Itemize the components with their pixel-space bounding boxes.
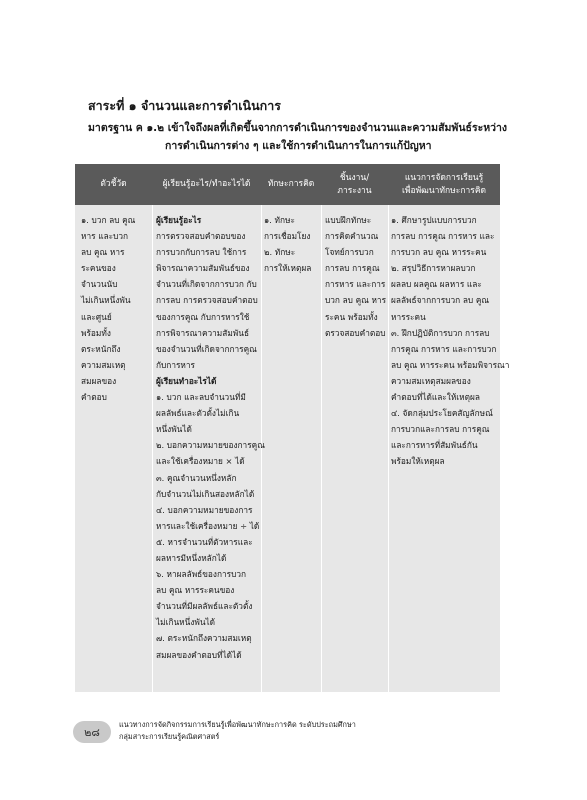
cell-line: บวก ลบ คูณ หาร [325,295,387,306]
cell-line: แบบฝึกทักษะ [325,215,372,225]
cell-line: ๑. ทักษะ [264,215,295,225]
header-task [321,164,388,205]
cell-line: การลบ การตรวจสอบคำตอบ [156,295,258,306]
cell-line: คำตอบ [81,392,107,403]
table-header-row [75,164,500,205]
cell-line: การบวก ลบ คูณ หารระคน [391,247,487,258]
cell-line: ๗. ตระหนักถึงความสมเหตุ [156,633,252,644]
cell-line: ๑. บวก และลบจำนวนที่มี [156,392,246,403]
cell-line: และใช้เครื่องหมาย × ได้ [156,456,245,467]
column-divider [388,205,389,692]
cell-line: ๓. ฝึกปฏิบัติการบวก การลบ [391,327,490,338]
skills-cell [264,212,311,276]
cell-line: และการหารที่สัมพันธ์กัน [391,440,478,451]
cell-line: ผู้เรียนรู้อะไร [156,215,202,225]
cell-line: ลบ คูณ หารระคน พร้อมพิจารณา [391,359,510,370]
column-divider [152,205,153,692]
cell-line: จำนวนที่มีผลลัพธ์และตัวตั้ง [156,601,253,612]
header-indicator [75,164,152,205]
cell-line: สมผลของคำตอบที่ได้ได้ [156,649,242,660]
cell-line: ความสมเหตุสมผลของ [391,375,471,386]
cell-line: พร้อมให้เหตุผล [391,456,445,467]
strand-title: สาระที่ ๑ จำนวนและการดำเนินการ [88,98,281,113]
cell-line: กับการหาร [156,359,196,370]
cell-line: ๔. จัดกลุ่มประโยคสัญลักษณ์ [391,408,493,419]
cell-line: ๕. หารจำนวนที่ตัวหารและ [156,536,253,547]
header-approach [388,164,500,205]
cell-line: พิจารณาความสัมพันธ์ของ [156,263,250,274]
cell-line: ลบ คูณ หารระคนของ [156,585,235,596]
cell-line: จำนวนนับ [81,279,118,290]
cell-line: ๒. สรุปวิธีการหาผลบวก [391,263,476,274]
cell-line: ๓. คูณจำนวนหนึ่งหลัก [156,472,237,483]
cell-line: หารและใช้เครื่องหมาย ÷ ได้ [156,520,260,531]
cell-line: ๖. หาผลลัพธ์ของการบวก [156,569,247,580]
page-number: ๒๘ [84,726,100,739]
cell-line: ระคน พร้อมทั้ง [325,311,378,322]
cell-line: ตรวจสอบคำตอบ [325,327,386,338]
page-number-badge [73,721,111,743]
cell-line: การให้เหตุผล [264,263,312,274]
cell-line: โจทย์การบวก [325,247,374,258]
cell-line: ลบ คูณ หาร [81,247,125,258]
cell-line: กับจำนวนไม่เกินสองหลักได้ [156,488,255,499]
cell-line: จำนวนที่เกิดจากการบวก กับ [156,279,257,290]
cell-line: ผลลัพธ์จากการบวก ลบ คูณ [391,295,490,306]
cell-line: การเชื่อมโยง [264,231,311,242]
cell-line: ๒. ทักษะ [264,247,296,258]
cell-line: การคูณ การหาร และการบวก [391,343,497,354]
column-divider [321,205,322,692]
cell-line: ระคนของ [81,263,116,274]
cell-line: และศูนย์ [81,311,112,322]
header-skills-label: ทักษะการคิด [267,179,315,189]
learner-cell [156,212,265,663]
cell-line: ๔. บอกความหมายของการ [156,504,253,515]
header-task-line-2: ภาระงาน [337,185,372,196]
cell-line: การพิจารณาความสัมพันธ์ [156,327,250,338]
header-learner [152,164,261,205]
header-task-line-1: ชิ้นงาน/ [339,172,370,183]
cell-line: ๑. ศึกษารูปแบบการบวก [391,215,477,225]
cell-line: ผลลบ ผลคูณ ผลหาร และ [391,279,482,290]
cell-line: ไม่เกินหนึ่งพันได้ [156,617,216,628]
cell-line: สมผลของ [81,375,117,386]
indicator-cell [81,212,135,405]
cell-line: ความสมเหตุ [81,359,126,370]
cell-line: การตรวจสอบคำตอบของ [156,231,246,242]
cell-line: ของการคูณ กับการหารใช้ [156,311,250,322]
cell-line: ผลหารมีหนึ่งหลักได้ [156,552,227,563]
header-indicator-label: ตัวชี้วัด [100,179,127,189]
cell-line: ตระหนักถึง [81,343,121,354]
cell-line: ผู้เรียนทำอะไรได้ [156,375,217,386]
cell-line: การลบ การคูณ การหาร และ [391,231,495,242]
footer-book-title: แนวทางการจัดกิจกรรมการเรียนรู้เพื่อพัฒนาทักษะการคิด ระดับประถมศึกษา [119,720,356,729]
cell-line: หาร และบวก [81,231,129,242]
cell-line: หนึ่งพันได้ [156,424,192,435]
cell-line: การลบ การคูณ [325,263,380,274]
cell-line: ผลลัพธ์และตัวตั้งไม่เกิน [156,408,240,419]
cell-line: ๒. บอกความหมายของการคูณ [156,440,265,451]
header-learner-label: ผู้เรียนรู้อะไร/ทำอะไรได้ [162,179,251,189]
cell-line: การบวกและการลบ การคูณ [391,424,490,435]
curriculum-table [75,164,510,692]
footer-subject: กลุ่มสาระการเรียนรู้คณิตศาสตร์ [119,732,220,741]
cell-line: ไม่เกินหนึ่งพัน [81,295,131,306]
header-skills [261,164,321,205]
cell-line: ๑. บวก ลบ คูณ [81,215,136,225]
header-approach-line-2: เพื่อพัฒนาทักษะการคิด [401,185,487,196]
header-approach-line-1: แนวการจัดการเรียนรู้ [404,172,484,183]
cell-line: การบวกกับการลบ ใช้การ [156,247,247,258]
cell-line: พร้อมทั้ง [81,327,111,338]
cell-line: การหาร และการ [325,279,386,290]
approach-cell [391,212,509,470]
cell-line: การคิดคำนวณ [325,231,379,242]
task-cell [325,212,386,341]
cell-line: คำตอบที่ได้และให้เหตุผล [391,392,480,403]
cell-line: หารระคน [391,311,426,322]
standard-line-2: การดำเนินการต่าง ๆ และใช้การดำเนินการในการแก้ปัญหา [165,140,432,152]
cell-line: ของจำนวนที่เกิดจากการคูณ [156,343,257,354]
standard-line-1: มาตรฐาน ค ๑.๒ เข้าใจถึงผลที่เกิดขึ้นจากการดำเนินการของจำนวนและความสัมพันธ์ระหว่าง [88,122,508,134]
